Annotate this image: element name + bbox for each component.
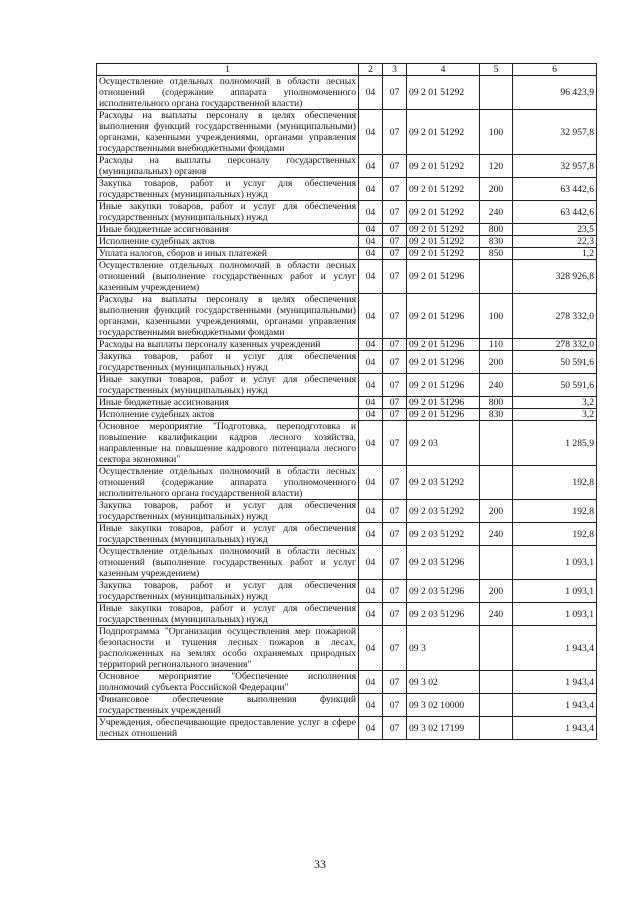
header-cell: 6 <box>513 64 597 76</box>
section-cell: 04 <box>359 374 383 397</box>
expense-type-cell: 110 <box>480 339 513 351</box>
subsection-cell: 07 <box>383 500 407 523</box>
name-cell: Основное мероприятие "Подготовка, переподготовка и повышение квалификации кадров лесного хозяйства, направленные на повышение кадрового потенциала лесного сектора экономики" <box>97 421 359 466</box>
table-row <box>97 626 597 671</box>
table-row <box>97 374 597 397</box>
section-cell: 04 <box>359 76 383 110</box>
target-article-cell: 09 2 01 51296 <box>407 409 480 421</box>
expense-type-cell: 100 <box>480 110 513 155</box>
amount-cell: 1 943,4 <box>513 717 597 740</box>
expense-type-cell: 240 <box>480 201 513 224</box>
table-row <box>97 546 597 580</box>
subsection-cell: 07 <box>383 626 407 671</box>
section-cell: 04 <box>359 421 383 466</box>
expense-type-cell <box>480 421 513 466</box>
subsection-cell: 07 <box>383 236 407 248</box>
section-cell: 04 <box>359 500 383 523</box>
section-cell: 04 <box>359 351 383 374</box>
amount-cell: 1 943,4 <box>513 694 597 717</box>
expense-type-cell: 200 <box>480 178 513 201</box>
expense-type-cell <box>480 671 513 694</box>
name-cell: Осуществление отдельных полномочий в области лесных отношений (содержание аппарата уполномоченного исполнительного органа государственной власти) <box>97 466 359 500</box>
table-row <box>97 421 597 466</box>
subsection-cell: 07 <box>383 374 407 397</box>
subsection-cell: 07 <box>383 580 407 603</box>
section-cell: 04 <box>359 694 383 717</box>
target-article-cell: 09 2 01 51292 <box>407 76 480 110</box>
table-row <box>97 500 597 523</box>
budget-table <box>96 63 597 740</box>
amount-cell: 32 957,8 <box>513 110 597 155</box>
section-cell: 04 <box>359 236 383 248</box>
amount-cell: 1 943,4 <box>513 626 597 671</box>
expense-type-cell: 200 <box>480 580 513 603</box>
target-article-cell: 09 2 01 51292 <box>407 178 480 201</box>
subsection-cell: 07 <box>383 546 407 580</box>
section-cell: 04 <box>359 626 383 671</box>
name-cell: Осуществление отдельных полномочий в области лесных отношений (выполнение государственных работ и услуг казенным учреждением) <box>97 260 359 294</box>
amount-cell: 63 442,6 <box>513 201 597 224</box>
name-cell: Иные бюджетные ассигнования <box>97 397 359 409</box>
section-cell: 04 <box>359 178 383 201</box>
subsection-cell: 07 <box>383 294 407 339</box>
header-cell: 3 <box>383 64 407 76</box>
amount-cell: 1,2 <box>513 248 597 260</box>
section-cell: 04 <box>359 155 383 178</box>
expense-type-cell: 800 <box>480 224 513 236</box>
amount-cell: 22,3 <box>513 236 597 248</box>
expense-type-cell: 800 <box>480 397 513 409</box>
section-cell: 04 <box>359 580 383 603</box>
subsection-cell: 07 <box>383 603 407 626</box>
target-article-cell: 09 2 03 <box>407 421 480 466</box>
amount-cell: 3,2 <box>513 397 597 409</box>
table-row <box>97 248 597 260</box>
expense-type-cell <box>480 717 513 740</box>
name-cell: Исполнение судебных актов <box>97 409 359 421</box>
target-article-cell: 09 3 02 10000 <box>407 694 480 717</box>
amount-cell: 50 591,6 <box>513 374 597 397</box>
subsection-cell: 07 <box>383 76 407 110</box>
name-cell: Исполнение судебных актов <box>97 236 359 248</box>
target-article-cell: 09 3 02 17199 <box>407 717 480 740</box>
subsection-cell: 07 <box>383 717 407 740</box>
name-cell: Закупка товаров, работ и услуг для обеспечения государственных (муниципальных) нужд <box>97 580 359 603</box>
table-row <box>97 671 597 694</box>
target-article-cell: 09 2 01 51296 <box>407 351 480 374</box>
subsection-cell: 07 <box>383 671 407 694</box>
table-row <box>97 523 597 546</box>
name-cell: Закупка товаров, работ и услуг для обеспечения государственных (муниципальных) нужд <box>97 178 359 201</box>
table-row <box>97 178 597 201</box>
header-cell: 5 <box>480 64 513 76</box>
expense-type-cell <box>480 466 513 500</box>
target-article-cell: 09 2 01 51296 <box>407 397 480 409</box>
target-article-cell: 09 2 01 51296 <box>407 374 480 397</box>
name-cell: Финансовое обеспечение выполнения функций государственных учреждений <box>97 694 359 717</box>
table-row <box>97 201 597 224</box>
section-cell: 04 <box>359 110 383 155</box>
table-row <box>97 339 597 351</box>
name-cell: Расходы на выплаты персоналу в целях обеспечения выполнения функций государственными (муниципальными) органами, казенными учреждениями, органами управления государственными внебюджетными фондами <box>97 110 359 155</box>
header-row <box>97 64 597 76</box>
header-cell: 4 <box>407 64 480 76</box>
name-cell: Иные закупки товаров, работ и услуг для обеспечения государственных (муниципальных) нужд <box>97 603 359 626</box>
target-article-cell: 09 2 01 51292 <box>407 248 480 260</box>
section-cell: 04 <box>359 248 383 260</box>
target-article-cell: 09 2 03 51292 <box>407 466 480 500</box>
target-article-cell: 09 2 03 51296 <box>407 580 480 603</box>
name-cell: Учреждения, обеспечивающие предоставление услуг в сфере лесных отношений <box>97 717 359 740</box>
name-cell: Расходы на выплаты персоналу в целях обеспечения выполнения функций государственными (муниципальными) органами, казенными учреждениями, органами управления государственными внебюджетными фондами <box>97 294 359 339</box>
name-cell: Осуществление отдельных полномочий в области лесных отношений (содержание аппарата уполномоченного исполнительного органа государственной власти) <box>97 76 359 110</box>
table-row <box>97 224 597 236</box>
section-cell: 04 <box>359 201 383 224</box>
name-cell: Иные бюджетные ассигнования <box>97 224 359 236</box>
section-cell: 04 <box>359 260 383 294</box>
subsection-cell: 07 <box>383 110 407 155</box>
name-cell: Иные закупки товаров, работ и услуг для обеспечения государственных (муниципальных) нужд <box>97 201 359 224</box>
target-article-cell: 09 3 <box>407 626 480 671</box>
table-row <box>97 76 597 110</box>
amount-cell: 192,8 <box>513 523 597 546</box>
header-cell: 2 <box>359 64 383 76</box>
section-cell: 04 <box>359 294 383 339</box>
subsection-cell: 07 <box>383 178 407 201</box>
header-cell: 1 <box>97 64 359 76</box>
target-article-cell: 09 3 02 <box>407 671 480 694</box>
section-cell: 04 <box>359 671 383 694</box>
section-cell: 04 <box>359 546 383 580</box>
subsection-cell: 07 <box>383 466 407 500</box>
table-row <box>97 397 597 409</box>
section-cell: 04 <box>359 523 383 546</box>
target-article-cell: 09 2 01 51296 <box>407 294 480 339</box>
expense-type-cell <box>480 626 513 671</box>
section-cell: 04 <box>359 339 383 351</box>
target-article-cell: 09 2 01 51292 <box>407 236 480 248</box>
table-row <box>97 110 597 155</box>
amount-cell: 1 093,1 <box>513 603 597 626</box>
expense-type-cell: 200 <box>480 500 513 523</box>
table-row <box>97 294 597 339</box>
expense-type-cell: 850 <box>480 248 513 260</box>
name-cell: Уплата налогов, сборов и иных платежей <box>97 248 359 260</box>
expense-type-cell: 830 <box>480 409 513 421</box>
subsection-cell: 07 <box>383 694 407 717</box>
amount-cell: 1 093,1 <box>513 546 597 580</box>
amount-cell: 32 957,8 <box>513 155 597 178</box>
section-cell: 04 <box>359 466 383 500</box>
section-cell: 04 <box>359 717 383 740</box>
expense-type-cell: 240 <box>480 523 513 546</box>
table-body <box>97 76 597 740</box>
amount-cell: 1 943,4 <box>513 671 597 694</box>
table-row <box>97 351 597 374</box>
expense-type-cell <box>480 260 513 294</box>
name-cell: Закупка товаров, работ и услуг для обеспечения государственных (муниципальных) нужд <box>97 351 359 374</box>
name-cell: Подпрограмма "Организация осуществления мер пожарной безопасности и тушения лесных пожаров в лесах, расположенных на землях особо охраняемых природных территорий регионального значения" <box>97 626 359 671</box>
table-row <box>97 260 597 294</box>
amount-cell: 96 423,9 <box>513 76 597 110</box>
table-row <box>97 580 597 603</box>
expense-type-cell <box>480 546 513 580</box>
subsection-cell: 07 <box>383 339 407 351</box>
subsection-cell: 07 <box>383 224 407 236</box>
section-cell: 04 <box>359 409 383 421</box>
section-cell: 04 <box>359 603 383 626</box>
subsection-cell: 07 <box>383 351 407 374</box>
target-article-cell: 09 2 01 51292 <box>407 155 480 178</box>
amount-cell: 328 926,8 <box>513 260 597 294</box>
name-cell: Основное мероприятие "Обеспечение исполнения полномочий субъекта Российской Федерации" <box>97 671 359 694</box>
table-row <box>97 155 597 178</box>
amount-cell: 192,8 <box>513 500 597 523</box>
target-article-cell: 09 2 03 51292 <box>407 523 480 546</box>
page-number: 33 <box>314 857 326 871</box>
expense-type-cell: 830 <box>480 236 513 248</box>
amount-cell: 23,5 <box>513 224 597 236</box>
subsection-cell: 07 <box>383 409 407 421</box>
name-cell: Расходы на выплаты персоналу казенных учреждений <box>97 339 359 351</box>
name-cell: Осуществление отдельных полномочий в области лесных отношений (выполнение государственных работ и услуг казенным учреждением) <box>97 546 359 580</box>
target-article-cell: 09 2 01 51296 <box>407 260 480 294</box>
table-row <box>97 466 597 500</box>
section-cell: 04 <box>359 397 383 409</box>
name-cell: Расходы на выплаты персоналу государственных (муниципальных) органов <box>97 155 359 178</box>
amount-cell: 278 332,0 <box>513 339 597 351</box>
name-cell: Иные закупки товаров, работ и услуг для обеспечения государственных (муниципальных) нужд <box>97 523 359 546</box>
target-article-cell: 09 2 01 51292 <box>407 110 480 155</box>
expense-type-cell: 240 <box>480 603 513 626</box>
name-cell: Иные закупки товаров, работ и услуг для обеспечения государственных (муниципальных) нужд <box>97 374 359 397</box>
amount-cell: 1 285,9 <box>513 421 597 466</box>
table-row <box>97 236 597 248</box>
table-row <box>97 409 597 421</box>
subsection-cell: 07 <box>383 260 407 294</box>
expense-type-cell: 200 <box>480 351 513 374</box>
subsection-cell: 07 <box>383 421 407 466</box>
amount-cell: 50 591,6 <box>513 351 597 374</box>
amount-cell: 3,2 <box>513 409 597 421</box>
target-article-cell: 09 2 01 51296 <box>407 339 480 351</box>
amount-cell: 1 093,1 <box>513 580 597 603</box>
name-cell: Закупка товаров, работ и услуг для обеспечения государственных (муниципальных) нужд <box>97 500 359 523</box>
subsection-cell: 07 <box>383 397 407 409</box>
table-row <box>97 717 597 740</box>
subsection-cell: 07 <box>383 523 407 546</box>
section-cell: 04 <box>359 224 383 236</box>
expense-type-cell <box>480 694 513 717</box>
table-row <box>97 603 597 626</box>
target-article-cell: 09 2 03 51296 <box>407 546 480 580</box>
expense-type-cell: 120 <box>480 155 513 178</box>
target-article-cell: 09 2 01 51292 <box>407 224 480 236</box>
expense-type-cell <box>480 76 513 110</box>
amount-cell: 278 332,0 <box>513 294 597 339</box>
target-article-cell: 09 2 01 51292 <box>407 201 480 224</box>
target-article-cell: 09 2 03 51296 <box>407 603 480 626</box>
subsection-cell: 07 <box>383 201 407 224</box>
subsection-cell: 07 <box>383 248 407 260</box>
expense-type-cell: 240 <box>480 374 513 397</box>
subsection-cell: 07 <box>383 155 407 178</box>
target-article-cell: 09 2 03 51292 <box>407 500 480 523</box>
table-row <box>97 694 597 717</box>
expense-type-cell: 100 <box>480 294 513 339</box>
amount-cell: 192,8 <box>513 466 597 500</box>
amount-cell: 63 442,6 <box>513 178 597 201</box>
